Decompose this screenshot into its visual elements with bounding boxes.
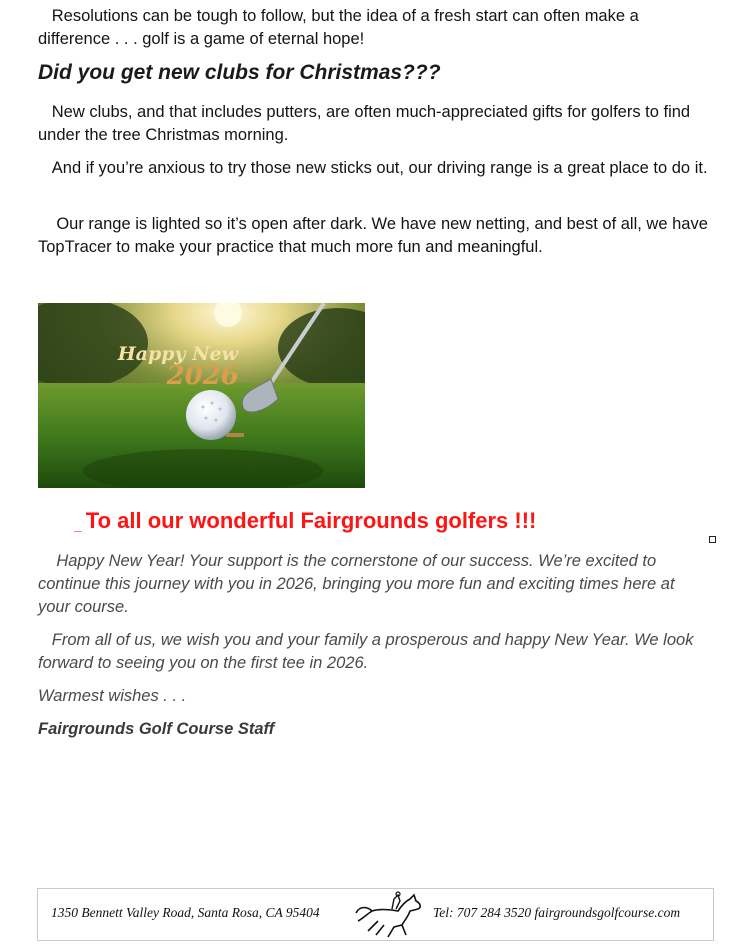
- wishes-paragraph: [38, 629, 710, 675]
- greeting-heading: [74, 508, 536, 534]
- clubs-text: New clubs, and that includes putters, are often much-appreciated gifts for golfers to find under the tree Christmas morning.: [38, 103, 691, 144]
- thanks-paragraph: [38, 550, 710, 619]
- photo-caption-happy-new: Happy New: [117, 343, 238, 365]
- footer-address: 1350 Bennett Valley Road, Santa Rosa, CA 95404: [51, 905, 320, 920]
- toptracer-text: Our range is lighted so it’s open after dark. We have new netting, and best of all, we have TopTracer to make your practice that much more fun and meaningful.: [38, 215, 708, 256]
- golf-scene-illustration: [38, 303, 365, 488]
- intro-text: Resolutions can be tough to follow, but the idea of a fresh start can often make a difference . . . golf is a game of eternal hope!: [38, 7, 639, 48]
- object-anchor-handle[interactable]: [709, 536, 716, 543]
- greeting-heading-text: To all our wonderful Fairgrounds golfers !!!: [85, 508, 537, 533]
- heading-dash-mark: _: [74, 517, 82, 533]
- thanks-text: Happy New Year! Your support is the cornerstone of our success. We’re excited to continue this journey with you in 2026, bringing you more fun and exciting times here at your course.: [38, 552, 675, 616]
- toptracer-paragraph: [38, 213, 710, 259]
- signature-line: Fairgrounds Golf Course Staff: [38, 720, 275, 738]
- wishes-text: From all of us, we wish you and your family a prosperous and happy New Year. We look forward to seeing you on the first tee in 2026.: [38, 631, 694, 672]
- photo-caption-year: 2026: [166, 361, 239, 391]
- range-text: And if you’re anxious to try those new sticks out, our driving range is a great place to do it.: [51, 159, 708, 177]
- closing-line: Warmest wishes . . .: [38, 687, 187, 705]
- horse-and-rider-icon: [348, 891, 428, 943]
- intro-paragraph: [38, 5, 710, 51]
- happy-new-year-photo: [38, 303, 365, 488]
- footer-banner: [37, 888, 714, 941]
- footer-contact: Tel: 707 284 3520 fairgroundsgolfcourse.com: [433, 905, 681, 920]
- section-heading: Did you get new clubs for Christmas???: [38, 61, 441, 84]
- range-paragraph: [38, 157, 710, 180]
- clubs-paragraph: [38, 101, 710, 147]
